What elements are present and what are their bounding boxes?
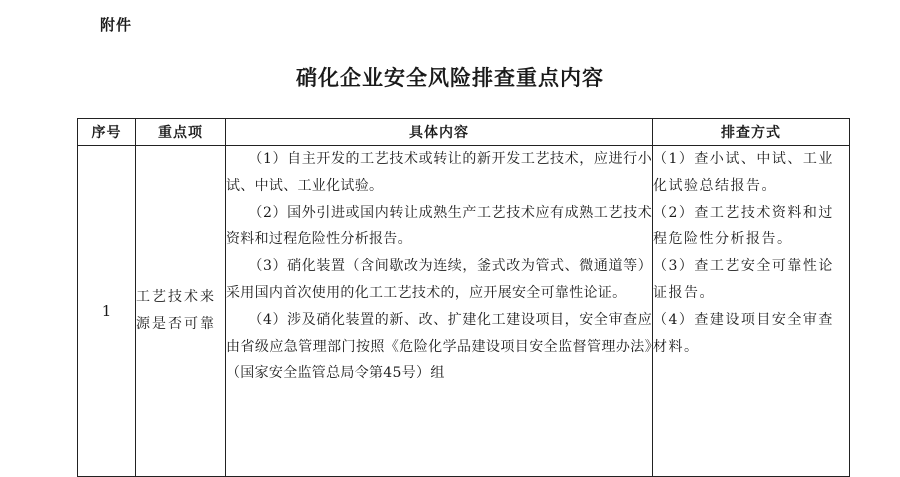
header-check-method: 排查方式 — [653, 119, 850, 146]
table-header-row — [78, 119, 850, 146]
risk-check-table — [77, 118, 850, 477]
header-serial-number: 序号 — [78, 119, 136, 146]
header-key-item: 重点项 — [136, 119, 226, 146]
row-serial-number: 1 — [78, 146, 136, 477]
method-paragraph: （2）查工艺技术资料和过程危险性分析报告。 — [653, 204, 834, 248]
row-specific-content — [226, 146, 653, 477]
method-paragraph: （1）查小试、中试、工业化试验总结报告。 — [653, 151, 834, 194]
table-row — [78, 146, 850, 477]
document-title: 硝化企业安全风险排查重点内容 — [296, 66, 604, 90]
content-paragraph: （1）自主开发的工艺技术或转让的新开发工艺技术，应进行小试、中试、工业化试验。 — [226, 151, 652, 194]
method-paragraph: （3）查工艺安全可靠性论证报告。 — [653, 258, 834, 301]
content-paragraph: （3）硝化装置（含间歇改为连续，釜式改为管式、微通道等）采用国内首次使用的化工工艺技术的，应开展安全可靠性论证。 — [226, 258, 652, 301]
attachment-label: 附件 — [100, 16, 133, 34]
header-specific-content: 具体内容 — [226, 119, 653, 146]
content-paragraph: （4）涉及硝化装置的新、改、扩建化工建设项目，安全审查应由省级应急管理部门按照《危险化学品建设项目安全监督管理办法》（国家安全监管总局令第45号）组 — [226, 311, 652, 382]
row-check-method — [653, 146, 850, 477]
row-key-item: 工艺技术来源是否可靠 — [136, 146, 226, 477]
content-paragraph: （2）国外引进或国内转让成熟生产工艺技术应有成熟工艺技术资料和过程危险性分析报告。 — [226, 204, 652, 248]
method-paragraph: （4）查建设项目安全审查材料。 — [653, 311, 834, 355]
